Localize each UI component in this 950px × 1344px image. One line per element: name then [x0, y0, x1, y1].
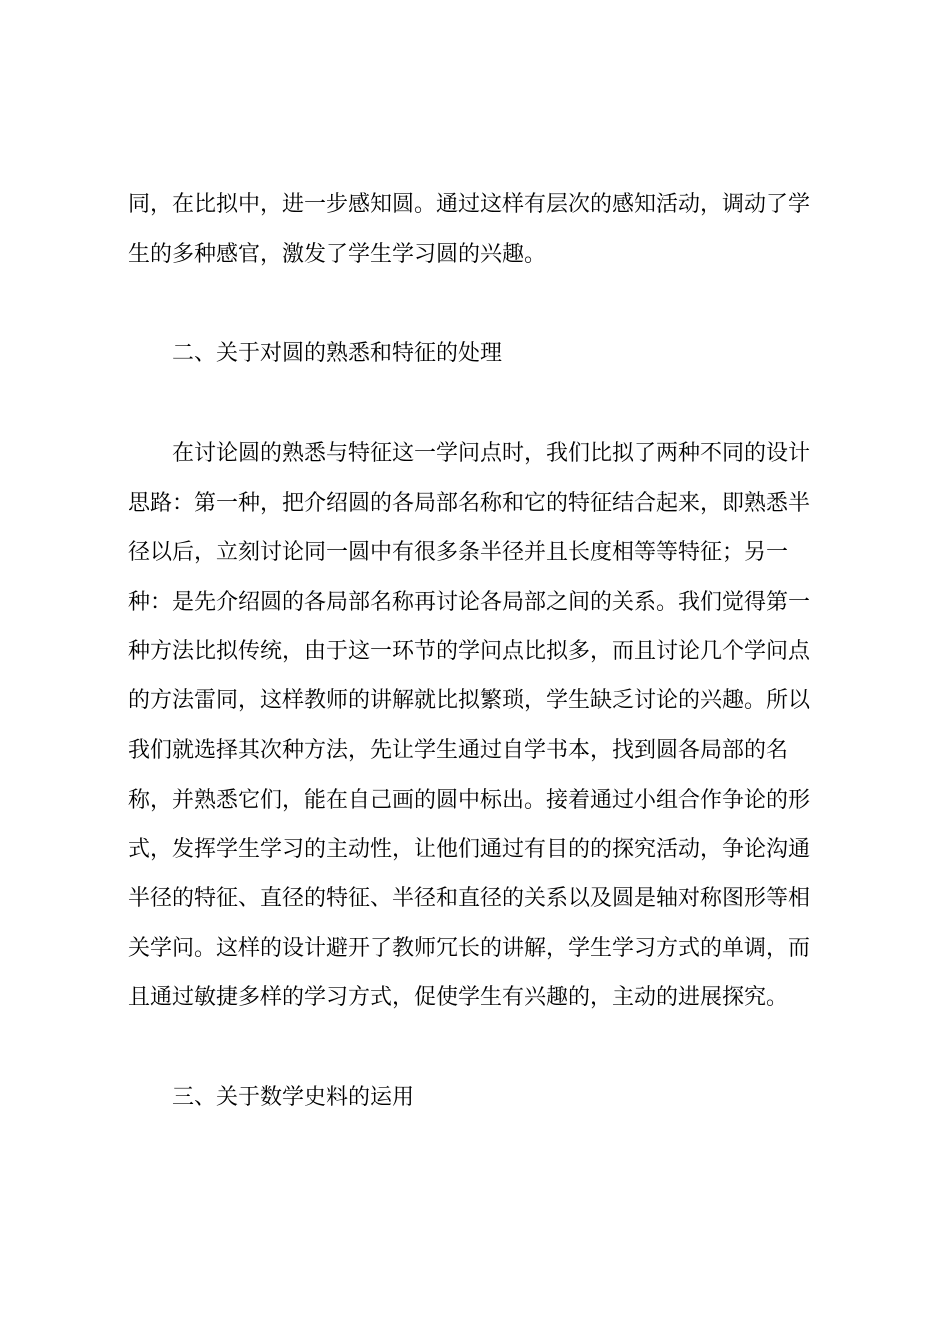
paragraph-1-line-2: 生的多种感官，激发了学生学习圆的兴趣。: [128, 242, 547, 267]
paragraph-1-line-1: 同，在比拟中，进一步感知圆。通过这样有层次的感知活动，调动了学: [128, 192, 811, 217]
section-heading-3: 三、关于数学史料的运用: [172, 1085, 415, 1110]
paragraph-2-line-7: 我们就选择其次种方法，先让学生通过自学书本，找到圆各局部的名: [128, 738, 789, 763]
paragraph-2-line-12: 且通过敏捷多样的学习方式，促使学生有兴趣的，主动的进展探究。: [128, 985, 789, 1010]
paragraph-2-line-11: 关学问。这样的设计避开了教师冗长的讲解，学生学习方式的单调，而: [128, 936, 811, 961]
paragraph-2-line-1: 在讨论圆的熟悉与特征这一学问点时，我们比拟了两种不同的设计: [172, 441, 811, 466]
paragraph-2-line-5: 种方法比拟传统，由于这一环节的学问点比拟多，而且讨论几个学问点: [128, 639, 811, 664]
paragraph-2-line-10: 半径的特征、直径的特征、半径和直径的关系以及圆是轴对称图形等相: [128, 886, 811, 911]
paragraph-2-line-4: 种：是先介绍圆的各局部名称再讨论各局部之间的关系。我们觉得第一: [128, 590, 811, 615]
paragraph-2-line-8: 称，并熟悉它们，能在自己画的圆中标出。接着通过小组合作争论的形: [128, 788, 811, 813]
paragraph-2-line-3: 径以后，立刻讨论同一圆中有很多条半径并且长度相等等特征；另一: [128, 540, 789, 565]
paragraph-2-line-9: 式，发挥学生学习的主动性，让他们通过有目的的探究活动，争论沟通: [128, 837, 811, 862]
paragraph-2-line-2: 思路：第一种，把介绍圆的各局部名称和它的特征结合起来，即熟悉半: [128, 491, 811, 516]
section-heading-2: 二、关于对圆的熟悉和特征的处理: [172, 341, 503, 366]
paragraph-2-line-6: 的方法雷同，这样教师的讲解就比拟繁琐，学生缺乏讨论的兴趣。所以: [128, 688, 811, 713]
